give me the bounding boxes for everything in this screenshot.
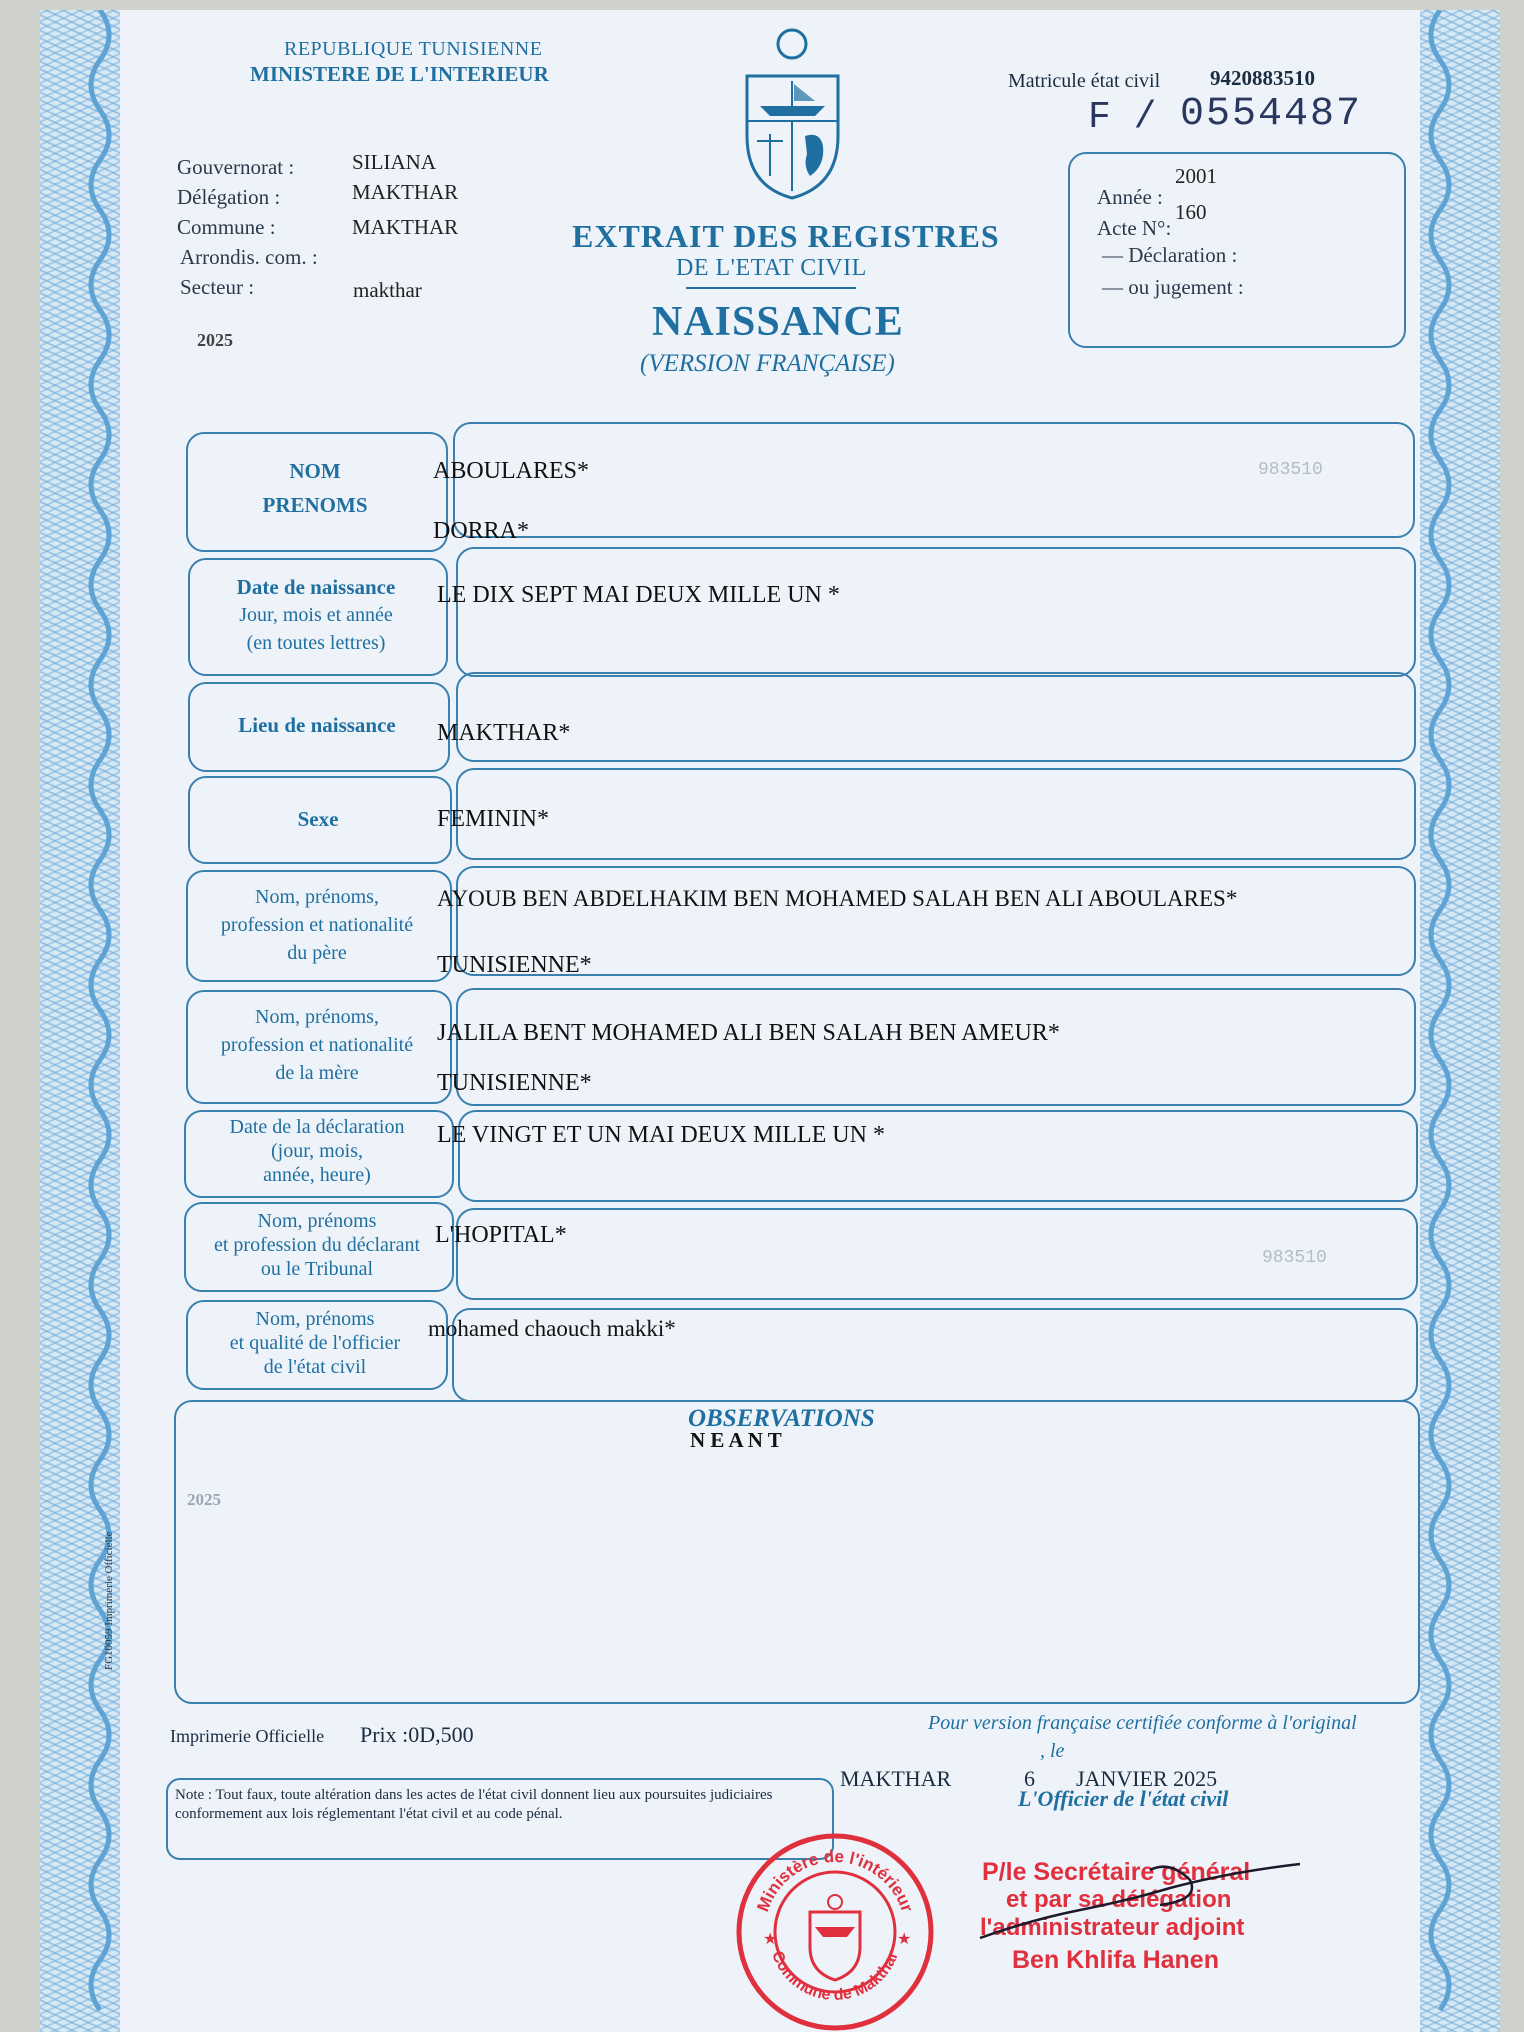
stamp-star-left-icon: ★ [763,1931,778,1948]
commune-value: MAKTHAR [352,215,459,239]
sexe-value: FEMININ* [437,806,549,832]
delegation-label: Délégation : [177,185,281,209]
acte-number-value: 160 [1175,200,1207,224]
serial-prefix: F / [1088,96,1157,139]
observations-box [174,1400,1420,1704]
officier-label-2: et qualité de l'officier [229,1332,401,1354]
mere-label-2: profession et nationalité [220,1034,414,1056]
officier-value: mohamed chaouch makki* [428,1316,676,1341]
observations-value: N E A N T [690,1428,782,1452]
declaration-date-label-3: année, heure) [263,1164,371,1186]
signature-line-2: et par sa délégation [1006,1886,1232,1913]
mere-nationality-value: TUNISIENNE* [437,1070,592,1096]
dob-label: Date de naissance [236,575,396,599]
declaration-date-value: LE VINGT ET UN MAI DEUX MILLE UN * [437,1122,885,1148]
dob-value-box [456,547,1416,677]
declarant-label-2: et profession du déclarant [213,1234,421,1256]
nom-ghost-number: 983510 [1258,460,1323,480]
price: Prix :0D,500 [360,1722,474,1747]
nom-value-box [453,422,1415,538]
acte-number-label: Acte N°: [1097,216,1172,240]
tunisia-coat-of-arms-icon [735,26,850,201]
prenoms-label: PRENOMS [262,493,368,517]
ministry-heading: MINISTERE DE L'INTERIEUR [250,62,549,86]
delegation-value: MAKTHAR [352,180,459,204]
declarant-label-3: ou le Tribunal [260,1258,374,1280]
declaration-date-label-1: Date de la déclaration [229,1116,405,1138]
stamp-top-text: Ministère de l'intérieur [753,1846,917,1915]
annee-label: Année : [1097,185,1163,209]
signature-line-1: P/le Secrétaire général [982,1858,1251,1886]
signature-line-3: l'administrateur adjoint [980,1914,1245,1941]
pere-value-box [456,866,1416,976]
prenoms-value: DORRA* [433,518,530,544]
lieu-label: Lieu de naissance [238,713,396,737]
pere-label-2: profession et nationalité [220,914,414,936]
svg-text:Commune de Makthar [768,1949,902,2004]
nom-label: NOM [289,459,341,483]
officier-label-3: de l'état civil [263,1356,367,1378]
dob-sub2: (en toutes lettres) [246,632,386,654]
declarant-ghost-number: 983510 [1262,1248,1327,1268]
republic-heading: REPUBLIQUE TUNISIENNE [284,38,543,60]
year-stamp: 2025 [197,330,233,350]
dob-sub1: Jour, mois et année [239,604,393,626]
secteur-label: Secteur : [180,275,255,299]
imprimerie-label: Imprimerie Officielle [170,1726,325,1746]
nom-label-box [186,432,448,552]
annee-value: 2001 [1175,164,1217,188]
officier-label-1: Nom, prénoms [255,1308,375,1330]
sexe-value-box [456,768,1416,860]
lieu-value-box [456,672,1416,762]
issue-place: MAKTHAR [840,1766,952,1791]
gouvernorat-value: SILIANA [352,150,436,174]
matricule-value: 9420883510 [1210,66,1315,90]
title-extrait: EXTRAIT DES REGISTRES [572,218,1000,254]
sexe-label: Sexe [297,807,339,831]
left-wave-border [80,10,120,2032]
side-print-reference: FG10059 Imprimerie Officielle [103,1531,115,1670]
arrondissement-label: Arrondis. com. : [180,245,318,269]
declaration-date-label-2: (jour, mois, [271,1140,363,1162]
pere-label-3: du père [287,942,347,964]
jugement-label: — ou jugement : [1102,275,1244,299]
declaration-label: — Déclaration : [1102,243,1238,267]
certify-le: , le [1040,1740,1065,1762]
secteur-value: makthar [353,278,422,302]
mere-label-1: Nom, prénoms, [255,1006,379,1028]
issue-day: 6 [1024,1766,1035,1791]
mere-label-3: de la mère [275,1062,359,1084]
pere-label-1: Nom, prénoms, [255,886,379,908]
legal-note: Note : Tout faux, toute altération dans les actes de l'état civil donnent lieu aux poursuites judiciaires conformement aux lois réglementant l'état civil et au code pénal. [175,1787,773,1822]
dob-value: LE DIX SEPT MAI DEUX MILLE UN * [437,582,840,608]
declarant-label-1: Nom, prénoms [257,1210,377,1232]
observations-year-ghost: 2025 [187,1490,221,1509]
gouvernorat-label: Gouvernorat : [177,155,295,179]
matricule-label: Matricule état civil [1008,70,1161,92]
title-divider [686,287,856,289]
lieu-value: MAKTHAR* [437,720,571,746]
pere-nationality-value: TUNISIENNE* [437,952,592,978]
stamp-bottom-text: Commune de Makthar [768,1948,902,2005]
signature-line-4: Ben Khlifa Hanen [1012,1946,1219,1974]
certify-text: Pour version française certifiée conforme à l'original [928,1712,1357,1734]
issue-month-year: JANVIER 2025 [1076,1766,1218,1791]
title-version: (VERSION FRANÇAISE) [640,350,895,377]
stamp-star-right-icon: ★ [897,1931,912,1948]
mere-name-value: JALILA BENT MOHAMED ALI BEN SALAH BEN AMEUR* [437,1020,1060,1046]
mere-value-box [456,988,1416,1106]
commune-makthar-red-stamp [735,1832,935,2032]
serial-number: 0554487 [1180,92,1363,137]
commune-label: Commune : [177,215,276,239]
nom-value: ABOULARES* [433,458,590,484]
right-wave-border [1420,10,1460,2032]
title-etat-civil: DE L'ETAT CIVIL [676,255,867,281]
pere-name-value: AYOUB BEN ABDELHAKIM BEN MOHAMED SALAH BEN ALI ABOULARES* [437,886,1238,911]
handwritten-signature [970,1850,1310,1950]
declarant-value: L'HOPITAL* [435,1222,567,1248]
observations-label: OBSERVATIONS [688,1405,875,1432]
title-naissance: NAISSANCE [652,299,904,345]
officer-title: L'Officier de l'état civil [1018,1786,1229,1811]
